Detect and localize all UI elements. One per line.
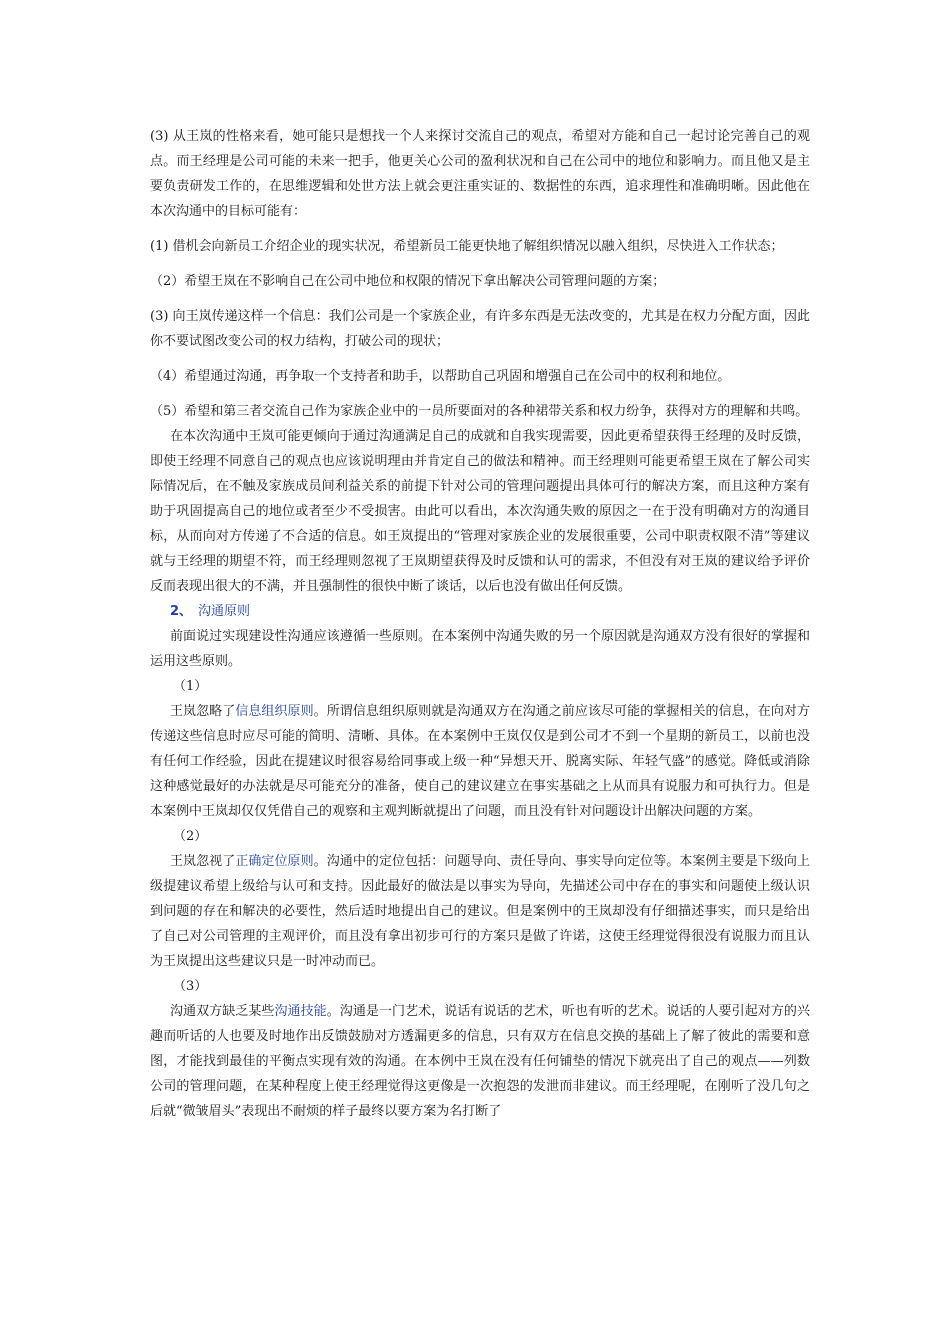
link-info-organization-principle[interactable]: 信息组织原则: [235, 704, 314, 719]
goal-item-4: （4）希望通过沟通，再争取一个支持者和助手，以帮助自己巩固和增强自己在公司中的权利和地位。: [150, 369, 731, 384]
principle-label-2: （2）: [173, 829, 208, 844]
document-body: [150, 124, 810, 1124]
goal-item-1: (1) 借机会向新员工介绍企业的现实状况，希望新员工能更快地了解组织情况以融入组织，尽快进入工作状态；: [150, 239, 784, 254]
paragraph-manager-personality: (3) 从王岚的性格来看，她可能只是想找一个人来探讨交流自己的观点，希望对方能和自己一起讨论完善自己的观点。而王经理是公司可能的未来一把手，他更关心公司的盈利状况和自己在公司中的地位和影响力。而且他又是主要负责研发工作的，在思维逻辑和处世方法上就会更注重实证的、数据性的东西，追求理性和准确明晰。因此他在本次沟通中的目标可能有：: [150, 129, 810, 219]
link-positioning-principle[interactable]: 正确定位原则: [235, 854, 314, 869]
section-number: 2、: [170, 604, 193, 619]
section-heading: [150, 599, 810, 624]
principle-label-3: （3）: [173, 979, 208, 994]
principle-paragraph-1: 王岚忽略了信息组织原则。所谓信息组织原则就是沟通双方在沟通之前应该尽可能的掌握相关的信息，在向对方传递这些信息时应尽可能的简明、清晰、具体。在本案例中王岚仅仅是到公司才不到一个星期的新员工，以前也没有任何工作经验，因此在提建议时很容易给同事或上级一种“异想天开、脱离实际、年轻气盛”的感觉。降低或消除这种感觉最好的办法就是尽可能充分的准备，使自己的建议建立在事实基础之上从而具有说服力和可执行力。但是本案例中王岚却仅仅凭借自己的观察和主观判断就提出了问题，而且没有针对问题设计出解决问题的方案。: [150, 704, 810, 819]
goal-item-5: （5）希望和第三者交流自己作为家族企业中的一员所要面对的各种裙带关系和权力纷争，获得对方的理解和共鸣。: [150, 404, 809, 419]
section-intro: 前面说过实现建设性沟通应该遵循一些原则。在本案例中沟通失败的另一个原因就是沟通双方没有很好的掌握和运用这些原则。: [150, 629, 810, 669]
goal-item-3: (3) 向王岚传递这样一个信息：我们公司是一个家族企业，有许多东西是无法改变的，尤其是在权力分配方面，因此你不要试图改变公司的权力结构，打破公司的现状；: [150, 309, 810, 349]
principle-paragraph-3: 沟通双方缺乏某些沟通技能。沟通是一门艺术，说话有说话的艺术，听也有听的艺术。说话的人要引起对方的兴趣而听话的人也要及时地作出反馈鼓励对方透漏更多的信息，只有双方在信息交换的基础上了解了彼此的需要和意图，才能找到最佳的平衡点实现有效的沟通。在本例中王岚在没有任何铺垫的情况下就亮出了自己的观点——列数公司的管理问题，在某种程度上使王经理觉得这更像是一次抱怨的发泄而非建议。而王经理呢，在刚听了没几句之后就“微皱眉头”表现出不耐烦的样子最终以要方案为名打断了: [150, 1004, 810, 1119]
paragraph-analysis: 在本次沟通中王岚可能更倾向于通过沟通满足自己的成就和自我实现需要，因此更希望获得王经理的及时反馈，即使王经理不同意自己的观点也应该说明理由并肯定自己的做法和精神。而王经理则可能更希望王岚在了解公司实际情况后，在不触及家族成员间利益关系的前提下针对公司的管理问题提出具体可行的解决方案，而且这种方案有助于巩固提高自己的地位或者至少不受损害。由此可以看出，本次沟通失败的原因之一在于没有明确对方的沟通目标，从而向对方传递了不合适的信息。如王岚提出的“管理对家族企业的发展很重要，公司中职责权限不清”等建议就与王经理的期望不符，而王经理则忽视了王岚期望获得及时反馈和认可的需求，不但没有对王岚的建议给予评价反而表现出很大的不满，并且强制性的很快中断了谈话，以后也没有做出任何反馈。: [150, 429, 810, 594]
goal-item-2: （2）希望王岚在不影响自己在公司中地位和权限的情况下拿出解决公司管理问题的方案；: [150, 274, 666, 289]
link-communication-skills[interactable]: 沟通技能: [274, 1004, 327, 1019]
principle-paragraph-2: 王岚忽视了正确定位原则。沟通中的定位包括：问题导向、责任导向、事实导向定位等。本案例主要是下级向上级提建议希望上级给与认可和支持。因此最好的做法是以事实为导向，先描述公司中存在的事实和问题使上级认识到问题的存在和解决的必要性，然后适时地提出自己的建议。但是案例中的王岚却没有仔细描述事实，而只是给出了自己对公司管理的主观评价，而且没有拿出初步可行的方案只是做了许诺，这使王经理觉得很没有说服力而且认为王岚提出这些建议只是一时冲动而已。: [150, 854, 810, 969]
section-title: 沟通原则: [198, 604, 251, 619]
principle-label-1: （1）: [173, 679, 208, 694]
